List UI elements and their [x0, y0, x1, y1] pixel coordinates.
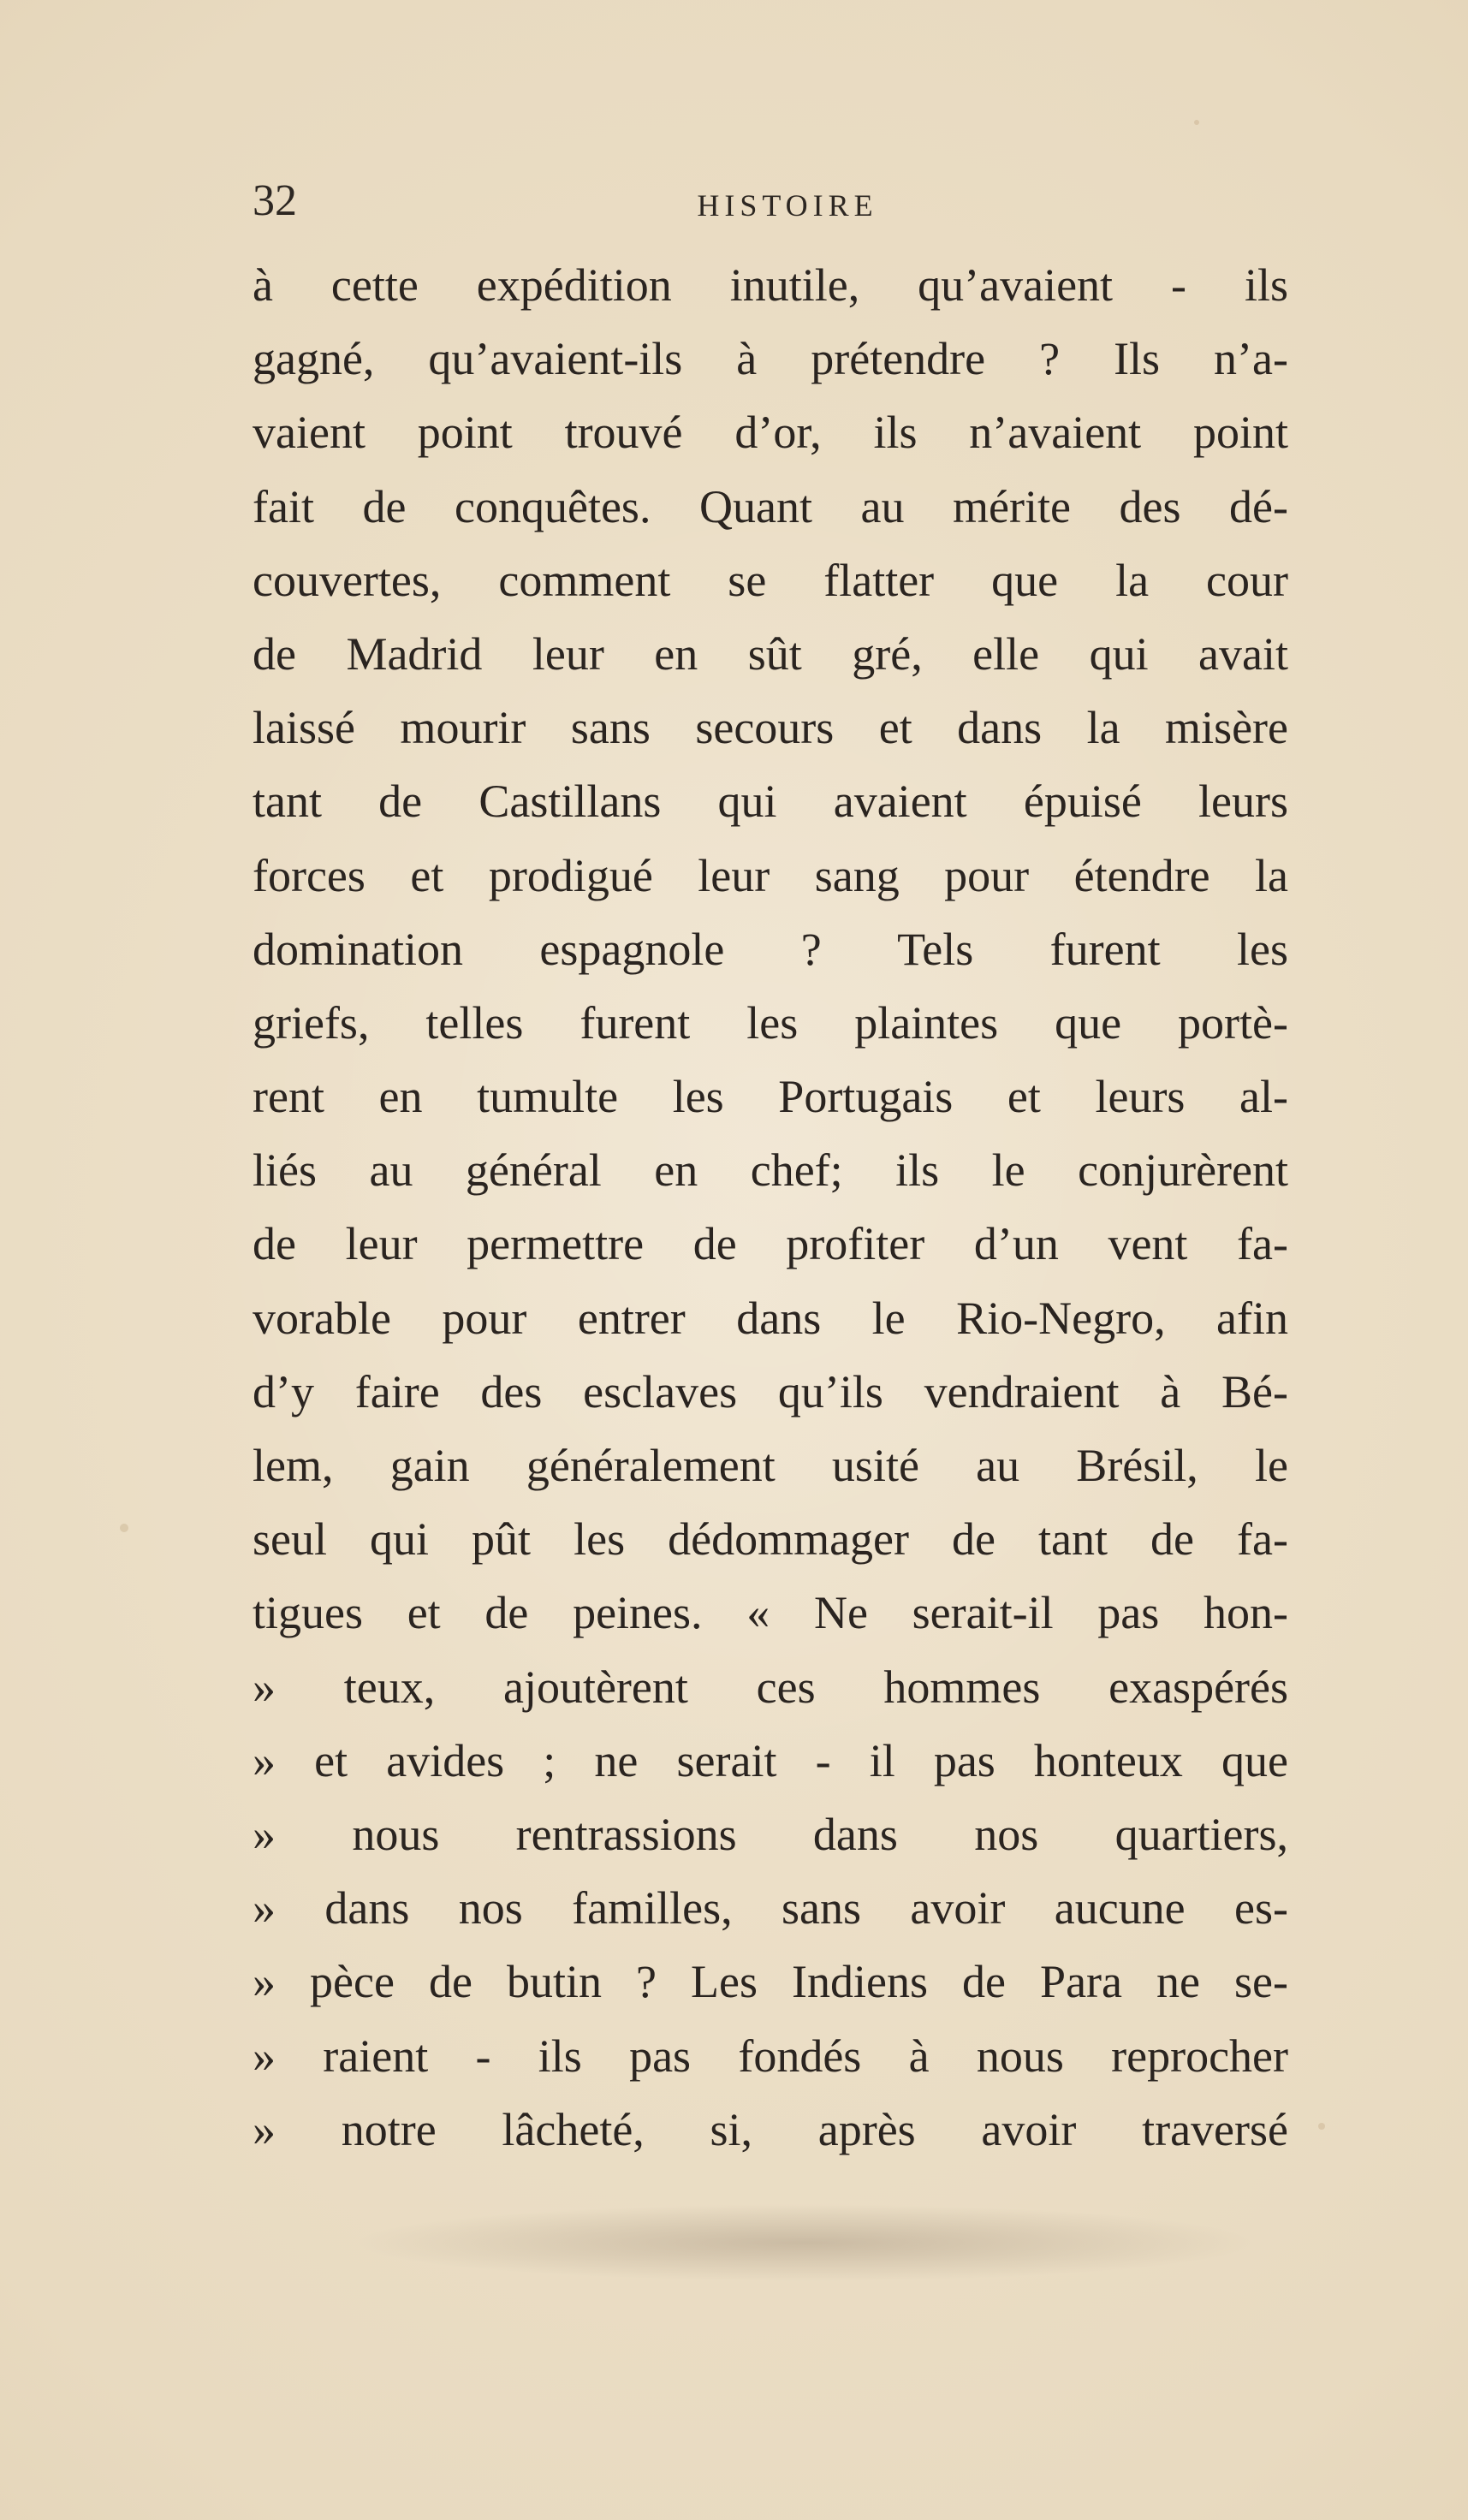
text-line: griefs, telles furent les plaintes que portè-: [253, 996, 1288, 1049]
text-line: forces et prodigué leur sang pour étendre la: [253, 849, 1288, 901]
text-line: domination espagnole ? Tels furent les: [253, 923, 1288, 975]
text-line: » notre lâcheté, si, après avoir traversé: [253, 2103, 1288, 2155]
text-line: couvertes, comment se flatter que la cour: [253, 554, 1288, 606]
paper-stain: [120, 1524, 128, 1532]
text-line: » raient - ils pas fondés à nous reprocher: [253, 2030, 1288, 2082]
text-line: » nous rentrassions dans nos quartiers,: [253, 1808, 1288, 1860]
text-line: fait de conquêtes. Quant au mérite des dé-: [253, 480, 1288, 532]
body-text: [253, 248, 1288, 2166]
text-line: de leur permettre de profiter d’un vent fa-: [253, 1218, 1288, 1270]
text-line: vorable pour entrer dans le Rio-Negro, afin: [253, 1292, 1288, 1344]
text-line: gagné, qu’avaient-ils à prétendre ? Ils n’a-: [253, 333, 1288, 385]
text-line: à cette expédition inutile, qu’avaient - ils: [253, 259, 1288, 311]
text-line: vaient point trouvé d’or, ils n’avaient point: [253, 407, 1288, 459]
running-head: HISTOIRE: [697, 188, 878, 223]
page-shadow: [205, 2191, 1404, 2294]
text-line: de Madrid leur en sût gré, elle qui avait: [253, 627, 1288, 680]
text-line: » pèce de butin ? Les Indiens de Para ne se-: [253, 1956, 1288, 2008]
text-line: lem, gain généralement usité au Brésil, le: [253, 1440, 1288, 1491]
page-number: 32: [253, 176, 297, 225]
text-line: » teux, ajoutèrent ces hommes exaspérés: [253, 1661, 1288, 1713]
text-line: seul qui pût les dédommager de tant de fa-: [253, 1513, 1288, 1566]
text-line: rent en tumulte les Portugais et leurs al-: [253, 1071, 1288, 1123]
text-line: » dans nos familles, sans avoir aucune es-: [253, 1882, 1288, 1935]
text-line: tigues et de peines. « Ne serait-il pas hon-: [253, 1587, 1288, 1639]
page-header: [253, 175, 1301, 235]
paper-stain: [1194, 120, 1199, 125]
text-line: d’y faire des esclaves qu’ils vendraient à Bé-: [253, 1365, 1288, 1418]
text-line: liés au général en chef; ils le conjurèrent: [253, 1144, 1288, 1197]
text-line: tant de Castillans qui avaient épuisé leurs: [253, 776, 1288, 828]
text-line: » et avides ; ne serait - il pas honteux que: [253, 1734, 1288, 1786]
paper-stain: [1318, 2123, 1325, 2130]
text-line: laissé mourir sans secours et dans la misère: [253, 702, 1288, 754]
